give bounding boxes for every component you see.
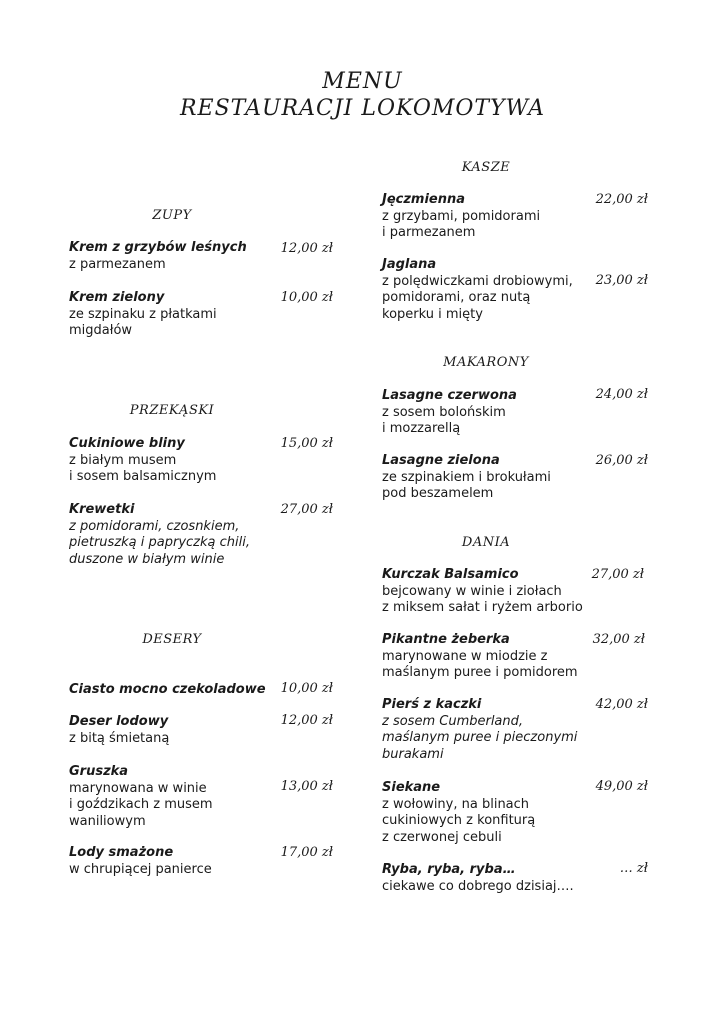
item-name: Cukiniowe bliny xyxy=(69,436,185,451)
restaurant-name: RESTAURACJI LOKOMOTYWA xyxy=(179,96,546,121)
menu-item xyxy=(382,780,535,846)
item-price: 26,00 zł xyxy=(595,453,648,468)
item-name: Jęczmienna xyxy=(382,192,466,207)
item-description: ze szpinaku z płatkami migdałów xyxy=(69,306,217,338)
item-price: 32,00 zł xyxy=(592,632,645,647)
item-description: ciekawe co dobrego dzisiaj…. xyxy=(382,878,574,894)
item-description: z bitą śmietaną xyxy=(69,730,170,746)
menu-item xyxy=(69,764,213,830)
item-price: 17,00 zł xyxy=(280,845,333,860)
item-name: Gruszka xyxy=(69,764,129,779)
item-description: z sosem bolońskim i mozzarellą xyxy=(382,404,506,436)
item-name: Siekane xyxy=(382,780,441,795)
item-description: marynowane w miodzie z maślanym puree i pomidorem xyxy=(382,648,578,680)
item-description: z grzybami, pomidorami i parmezanem xyxy=(382,208,541,240)
menu-item xyxy=(69,845,212,878)
section-zupy: ZUPY xyxy=(152,208,192,223)
item-name: Pierś z kaczki xyxy=(382,697,482,712)
item-price: 10,00 zł xyxy=(280,290,333,305)
menu-item xyxy=(69,682,266,699)
item-price: 22,00 zł xyxy=(595,192,648,207)
item-price: 24,00 zł xyxy=(595,387,648,402)
item-description: z wołowiny, na blinach cukiniowych z konfiturą z czerwonej cebuli xyxy=(382,796,536,845)
menu-item xyxy=(382,257,573,323)
menu-item xyxy=(69,290,217,340)
menu-item xyxy=(382,862,574,895)
menu-title: MENU xyxy=(322,69,403,94)
item-price: 10,00 zł xyxy=(280,681,333,696)
item-description: z białym musem i sosem balsamicznym xyxy=(69,452,217,484)
section-przekaski: PRZEKĄSKI xyxy=(129,403,215,418)
item-price: 12,00 zł xyxy=(280,241,333,256)
menu-item xyxy=(382,192,540,242)
item-price: 12,00 zł xyxy=(280,713,333,728)
item-name: Ryba, ryba, ryba… xyxy=(382,862,516,877)
menu-item xyxy=(382,632,578,682)
section-kasze: KASZE xyxy=(461,160,511,175)
item-description: marynowana w winie i goździkach z musem waniliowym xyxy=(69,780,213,829)
item-name: Krem z grzybów leśnych xyxy=(69,240,247,255)
item-name: Ciasto mocno czekoladowe xyxy=(69,682,266,697)
section-desery: DESERY xyxy=(142,632,202,647)
item-description: z sosem Cumberland, maślanym puree i pieczonymi burakami xyxy=(382,713,578,762)
section-dania: DANIA xyxy=(461,535,511,550)
item-description: w chrupiącej panierce xyxy=(69,861,212,877)
menu-item xyxy=(382,567,583,617)
item-price: 27,00 zł xyxy=(280,502,333,517)
item-name: Lasagne zielona xyxy=(382,453,500,468)
item-name: Krem zielony xyxy=(69,290,165,305)
menu-item xyxy=(382,388,517,438)
item-price: 42,00 zł xyxy=(595,697,648,712)
item-description: bejcowany w winie i ziołach z miksem sałat i ryżem arborio xyxy=(382,583,583,615)
item-name: Lody smażone xyxy=(69,845,174,860)
item-description: z parmezanem xyxy=(69,256,166,272)
item-description: ze szpinakiem i brokułami pod beszamelem xyxy=(382,469,551,501)
item-price: 49,00 zł xyxy=(595,779,648,794)
item-price: 15,00 zł xyxy=(280,436,333,451)
item-name: Lasagne czerwona xyxy=(382,388,517,403)
menu-item xyxy=(69,240,247,273)
item-name: Jaglana xyxy=(382,257,437,272)
item-name: Kurczak Balsamico xyxy=(382,567,519,582)
item-description: z pomidorami, czosnkiem, pietruszką i papryczką chili, duszone w białym winie xyxy=(69,518,250,567)
item-name: Krewetki xyxy=(69,502,135,517)
menu-item xyxy=(69,502,250,568)
item-description: z polędwiczkami drobiowymi, pomidorami, oraz nutą koperku i mięty xyxy=(382,273,573,322)
menu-item xyxy=(69,714,169,747)
item-price: … zł xyxy=(619,861,648,876)
menu-item xyxy=(382,697,577,763)
item-price: 13,00 zł xyxy=(280,779,333,794)
menu-item xyxy=(382,453,551,503)
item-price: 23,00 zł xyxy=(595,273,648,288)
section-makarony: MAKARONY xyxy=(443,355,529,370)
menu-item xyxy=(69,436,216,486)
item-name: Pikantne żeberka xyxy=(382,632,510,647)
item-price: 27,00 zł xyxy=(591,567,644,582)
item-name: Deser lodowy xyxy=(69,714,169,729)
